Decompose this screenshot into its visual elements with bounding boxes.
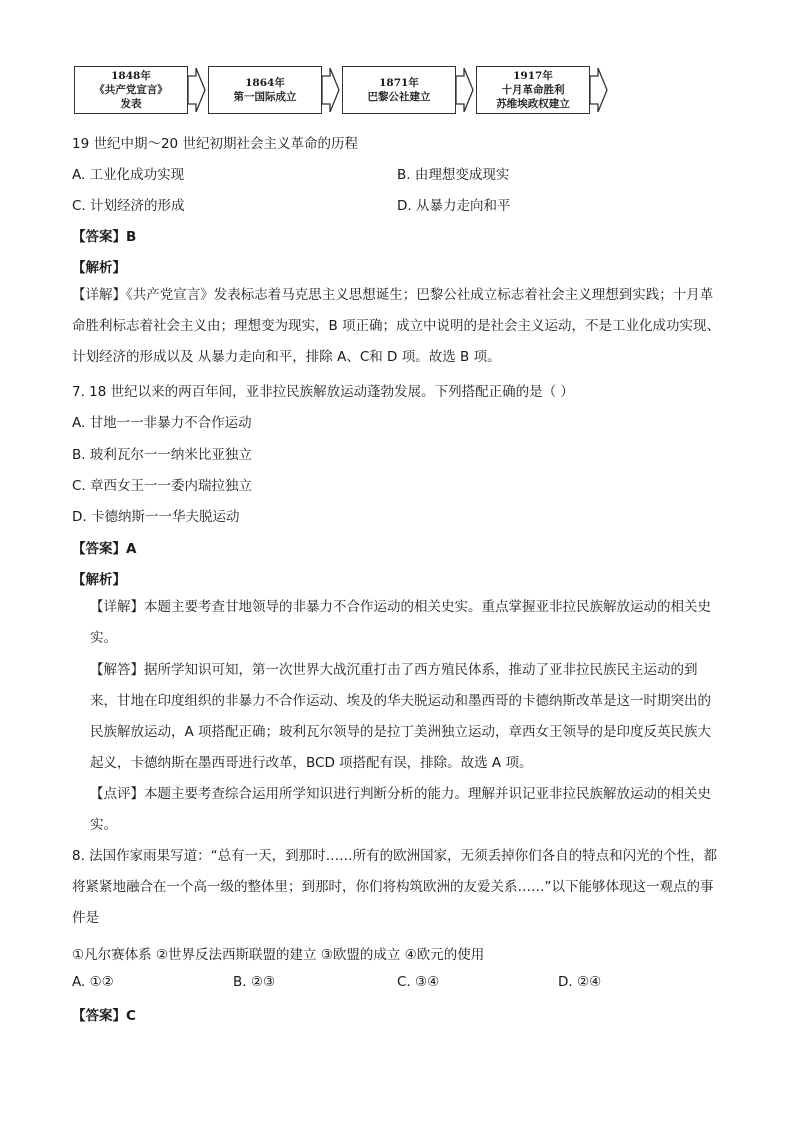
q6-option-b: B. 由理想变成现实 <box>397 167 510 183</box>
q8-option-c: C. ③④ <box>397 974 440 990</box>
q8-stem: 8. 法国作家雨果写道：“总有一天，到那时……所有的欧洲国家，无须丢掉你们各自的特点和闪光的个性，都将紧紧地融合在一个高一级的整体里；到那时，你们将构筑欧洲的友爱关系……”以下能够体现这一观点的事件是 <box>72 848 718 926</box>
timeline-year: 1871年 <box>379 77 419 89</box>
timeline-event: 十月革命胜利 <box>501 84 565 96</box>
arrow-right-icon <box>590 68 608 112</box>
timeline-event: 巴黎公社建立 <box>367 91 431 103</box>
timeline-year: 1864年 <box>245 77 285 89</box>
q8-option-d: D. ②④ <box>558 974 602 990</box>
q7-solution: 【解答】据所学知识可知，第一次世界大战沉重打击了西方殖民体系，推动了亚非拉民族民主运动的到来，甘地在印度组织的非暴力不合作运动、埃及的华夫脱运动和墨西哥的卡德纳斯改革是这一时期突出的民族解放运动，A 项搭配正确；玻利瓦尔领导的是拉丁美洲独立运动，章西女王领导的是印度反英民族大起义，卡德纳斯在墨西哥进行改革，BCD 项搭配有误，排除。故选 A 项。 <box>90 662 712 771</box>
q6-detail: 【详解】《共产党宣言》发表标志着马克思主义思想诞生；巴黎公社成立标志着社会主义理想到实践；十月革命胜利标志着社会主义由；理想变为现实，B 项正确；成立中说明的是社会主义运动，不是工业化成功实现、计划经济的形成以及 从暴力走向和平，排除 A、C和 D 项。故选 B 项。 <box>72 287 721 365</box>
timeline-event: 发表 <box>120 98 142 110</box>
q6-caption: 19 世纪中期～20 世纪初期社会主义革命的历程 <box>72 136 358 152</box>
q6-option-a: A. 工业化成功实现 <box>72 167 185 183</box>
q6-option-c: C. 计划经济的形成 <box>72 198 185 214</box>
q8-option-b: B. ②③ <box>233 974 276 990</box>
q8-option-a: A. ①② <box>72 974 114 990</box>
timeline-year: 1848年 <box>111 70 151 82</box>
timeline-event: 《共产党宣言》 <box>94 84 168 96</box>
q7-stem: 7. 18 世纪以来的两百年间，亚非拉民族解放运动蓬勃发展。下列搭配正确的是（ ） <box>72 384 574 400</box>
q6-option-d: D. 从暴力走向和平 <box>397 198 511 214</box>
arrow-right-icon <box>456 68 474 112</box>
q6-answer: 【答案】B <box>72 229 137 245</box>
timeline-box-1848 <box>74 66 188 114</box>
q7-option-c: C. 章西女王一一委内瑞拉独立 <box>72 478 253 494</box>
q7-detail: 【详解】本题主要考查甘地领导的非暴力不合作运动的相关史实。重点掌握亚非拉民族解放运动的相关史实。 <box>90 599 711 646</box>
q8-answer: 【答案】C <box>72 1008 136 1024</box>
q7-answer: 【答案】A <box>72 541 137 557</box>
q7-analysis-heading: 【解析】 <box>72 572 126 588</box>
arrow-right-icon <box>188 68 206 112</box>
q6-analysis-heading: 【解析】 <box>72 260 126 276</box>
timeline-box-1871 <box>342 66 456 114</box>
timeline-event: 第一国际成立 <box>233 91 297 103</box>
q7-option-a: A. 甘地一一非暴力不合作运动 <box>72 415 252 431</box>
q8-items: ①凡尔赛体系 ②世界反法西斯联盟的建立 ③欧盟的成立 ④欧元的使用 <box>72 947 485 963</box>
timeline-diagram <box>74 66 614 120</box>
timeline-year: 1917年 <box>513 70 553 82</box>
timeline-event: 苏维埃政权建立 <box>496 98 570 110</box>
q7-option-d: D. 卡德纳斯一一华夫脱运动 <box>72 509 240 525</box>
q7-option-b: B. 玻利瓦尔一一纳米比亚独立 <box>72 447 252 463</box>
arrow-right-icon <box>322 68 340 112</box>
timeline-box-1864 <box>208 66 322 114</box>
timeline-box-1917 <box>476 66 590 114</box>
q7-comment: 【点评】本题主要考查综合运用所学知识进行判断分析的能力。理解并识记亚非拉民族解放运动的相关史实。 <box>90 786 711 833</box>
